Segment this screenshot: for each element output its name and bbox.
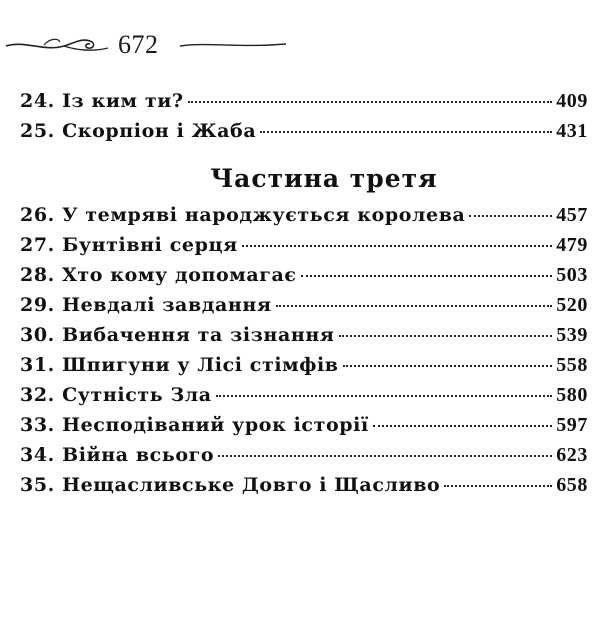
toc-entry-page: 431 (556, 120, 588, 142)
part-heading: Частина третя (210, 164, 438, 193)
toc-entry-page: 479 (556, 234, 588, 256)
toc-leader-dots (260, 131, 552, 133)
toc-entry-page: 457 (556, 204, 588, 226)
toc-leader-dots (242, 245, 552, 247)
toc-entry-page: 623 (556, 444, 588, 466)
toc-leader-dots (218, 455, 552, 457)
toc-entry (20, 474, 588, 504)
toc-leader-dots (444, 485, 552, 487)
toc-entry-page: 597 (556, 414, 588, 436)
page-header (0, 24, 600, 64)
toc-leader-dots (373, 425, 552, 427)
toc-entry-title: 25. Скорпіон і Жаба (20, 120, 257, 142)
toc-leader-dots (188, 101, 553, 103)
toc-entry-page: 520 (556, 294, 588, 316)
toc-entry (20, 324, 588, 354)
toc-entry-page: 580 (556, 384, 588, 406)
ornamental-flourish-right (178, 36, 288, 54)
toc-entry-page: 558 (556, 354, 588, 376)
toc-entry (20, 294, 588, 324)
table-of-contents (20, 90, 588, 504)
toc-entry-title: 35. Нещасливське Довго і Щасливо (20, 474, 441, 496)
toc-entry (20, 264, 588, 294)
page-number: 672 (118, 30, 159, 59)
toc-entry-title: 32. Сутність Зла (20, 384, 212, 406)
toc-leader-dots (343, 365, 553, 367)
toc-entry (20, 354, 588, 384)
toc-leader-dots (276, 305, 553, 307)
toc-entry-title: 31. Шпигуни у Лісі стімфів (20, 354, 339, 376)
toc-entry-title: 29. Невдалі завдання (20, 294, 272, 316)
toc-entry-title: 27. Бунтівні серця (20, 234, 238, 256)
toc-leader-dots (469, 215, 552, 217)
toc-entry-title: 26. У темряві народжується королева (20, 204, 466, 226)
toc-entry-title: 28. Хто кому допомагає (20, 264, 297, 286)
toc-entry-title: 24. Із ким ти? (20, 90, 184, 112)
toc-entry (20, 384, 588, 414)
toc-entry-page: 539 (556, 324, 588, 346)
ornamental-flourish-left (4, 32, 114, 56)
toc-entry-title: 30. Вибачення та зізнання (20, 324, 335, 346)
toc-entry (20, 90, 588, 120)
toc-entry (20, 204, 588, 234)
toc-entry-title: 34. Війна всього (20, 444, 215, 466)
toc-leader-dots (216, 395, 552, 397)
toc-entry (20, 444, 588, 474)
toc-entry (20, 414, 588, 444)
toc-entry (20, 120, 588, 150)
toc-entry-page: 658 (556, 474, 588, 496)
toc-entry-title: 33. Несподіваний урок історії (20, 414, 369, 436)
toc-entry (20, 234, 588, 264)
toc-entry-page: 409 (556, 90, 588, 112)
toc-leader-dots (339, 335, 553, 337)
toc-entry-page: 503 (556, 264, 588, 286)
toc-leader-dots (301, 275, 553, 277)
